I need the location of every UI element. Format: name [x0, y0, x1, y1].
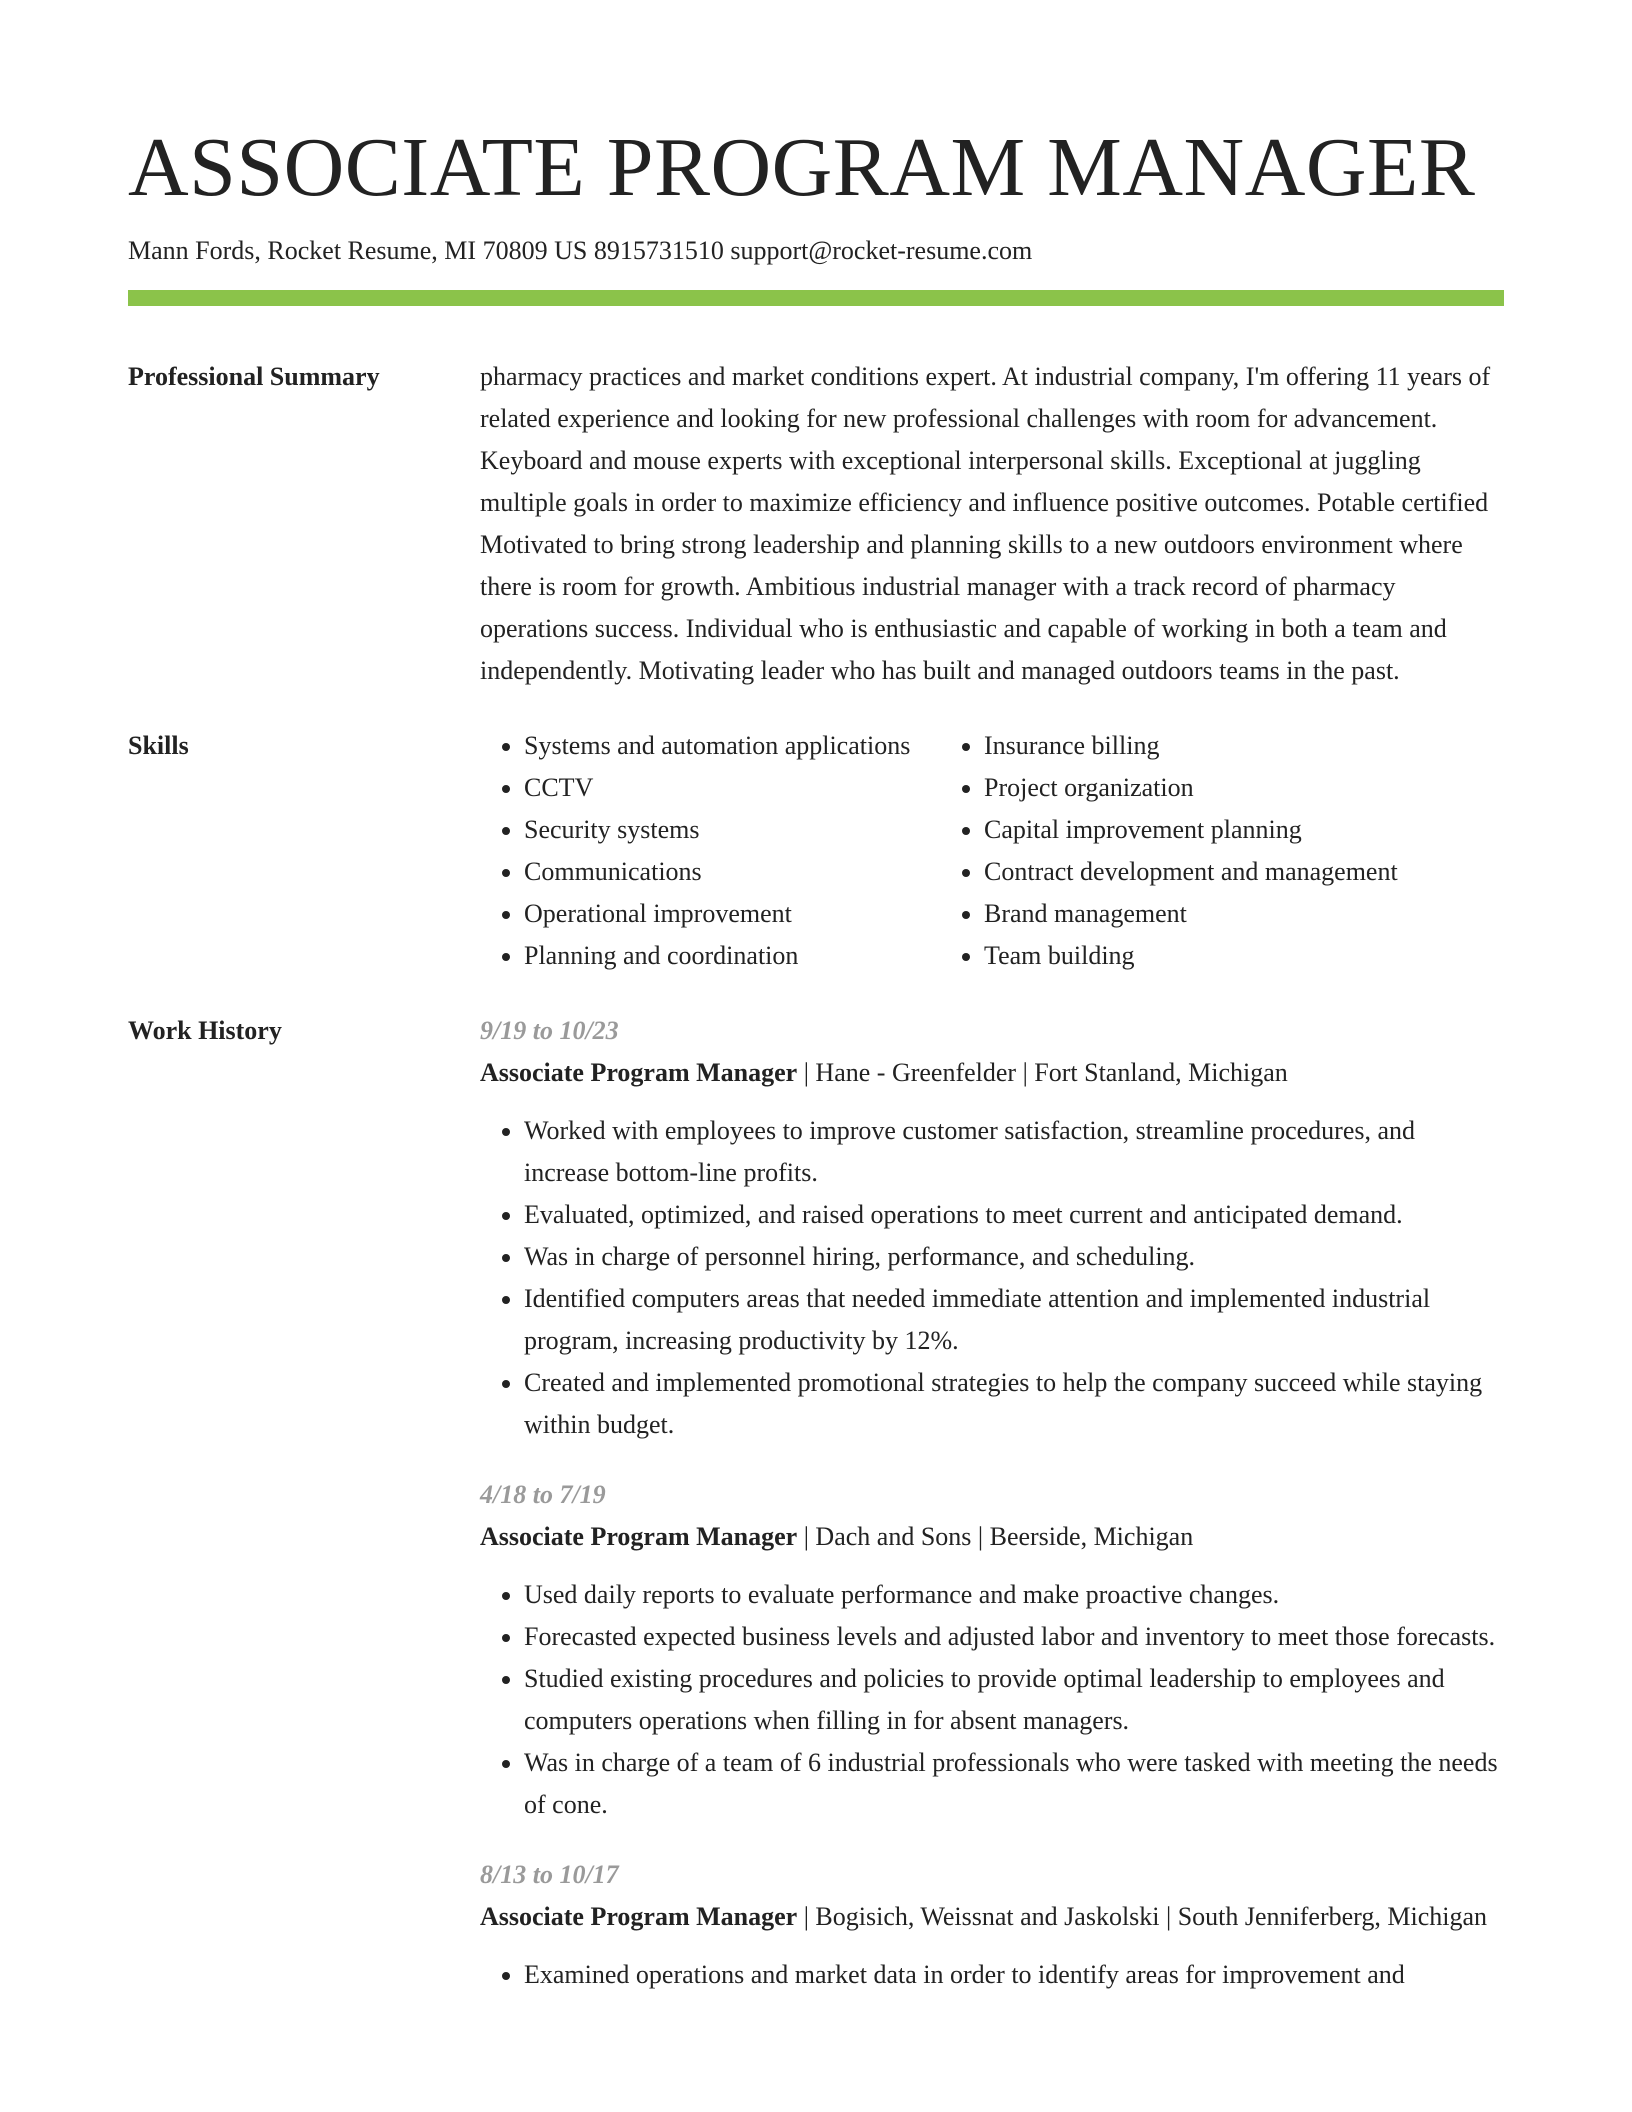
skill-item: • Systems and automation applications — [524, 725, 940, 767]
contact-line — [128, 234, 1504, 268]
job-heading — [480, 1516, 1504, 1558]
skill-item: • Capital improvement planning — [984, 809, 1504, 851]
skills-list-right — [940, 725, 1504, 977]
job-bullet: • Identified computers areas that needed immediate attention and implemented industrial program, increasing productivity by 12%. — [524, 1278, 1504, 1362]
job-entry — [480, 1854, 1504, 1996]
section-heading-summary: Professional Summary — [128, 362, 380, 391]
job-title: Associate Program Manager — [480, 1058, 798, 1087]
job-bullet: • Used daily reports to evaluate performance and make proactive changes. — [524, 1574, 1504, 1616]
job-employer-location: | Bogisich, Weissnat and Jaskolski | South Jenniferberg, Michigan — [797, 1902, 1488, 1931]
job-bullet: • Forecasted expected business levels and adjusted labor and inventory to meet those forecasts. — [524, 1616, 1504, 1658]
job-bullet: • Was in charge of a team of 6 industrial professionals who were tasked with meeting the needs of cone. — [524, 1742, 1504, 1826]
resume-title: ASSOCIATE PROGRAM MANAGER — [128, 121, 1476, 214]
professional-summary-section — [128, 356, 1504, 692]
job-bullets — [480, 1110, 1504, 1446]
job-dates: 9/19 to 10/23 — [480, 1016, 619, 1045]
job-heading — [480, 1052, 1504, 1094]
contact-email: support@rocket-resume.com — [730, 236, 1033, 265]
skill-item: • Operational improvement — [524, 893, 940, 935]
job-bullet: • Created and implemented promotional strategies to help the company succeed while staying within budget. — [524, 1362, 1504, 1446]
summary-text: pharmacy practices and market conditions expert. At industrial company, I'm offering 11 years of related experience and looking for new professional challenges with room for advancement. Keyboard and mouse experts with exceptional interpersonal skills. Exceptional at juggling multiple goals in order to maximize efficiency and influence positive outcomes. Potable certified Motivated to bring strong leadership and planning skills to a new outdoors environment where there is room for growth. Ambitious industrial manager with a track record of pharmacy operations success. Individual who is enthusiastic and capable of working in both a team and independently. Motivating leader who has built and managed outdoors teams in the past. — [480, 362, 1491, 685]
job-dates: 8/13 to 10/17 — [480, 1860, 619, 1889]
skill-item: • Communications — [524, 851, 940, 893]
skills-list-left — [480, 725, 940, 977]
skill-item: • Brand management — [984, 893, 1504, 935]
job-dates: 4/18 to 7/19 — [480, 1480, 606, 1509]
job-heading — [480, 1896, 1504, 1938]
skill-item: • Team building — [984, 935, 1504, 977]
job-bullet: • Studied existing procedures and policies to provide optimal leadership to employees and computers operations when filling in for absent managers. — [524, 1658, 1504, 1742]
contact-phone: 8915731510 — [593, 236, 724, 265]
job-employer-location: | Hane - Greenfelder | Fort Stanland, Michigan — [797, 1058, 1288, 1087]
skills-grid — [480, 725, 1504, 977]
skill-item: • Project organization — [984, 767, 1504, 809]
job-bullet: • Evaluated, optimized, and raised operations to meet current and anticipated demand. — [524, 1194, 1504, 1236]
job-entry — [480, 1474, 1504, 1826]
job-title: Associate Program Manager — [480, 1902, 798, 1931]
job-bullets — [480, 1574, 1504, 1826]
skill-item: • Contract development and management — [984, 851, 1504, 893]
job-bullet: • Was in charge of personnel hiring, performance, and scheduling. — [524, 1236, 1504, 1278]
header-divider — [128, 290, 1504, 306]
section-heading-skills: Skills — [128, 731, 189, 760]
skill-item: • Insurance billing — [984, 725, 1504, 767]
job-employer-location: | Dach and Sons | Beerside, Michigan — [797, 1522, 1194, 1551]
contact-address: Mann Fords, Rocket Resume, MI 70809 US — [128, 236, 588, 265]
work-history-section — [128, 1010, 1504, 2024]
section-heading-work-history: Work History — [128, 1016, 282, 1045]
skill-item: • Planning and coordination — [524, 935, 940, 977]
job-title: Associate Program Manager — [480, 1522, 798, 1551]
job-bullet: • Worked with employees to improve customer satisfaction, streamline procedures, and increase bottom-line profits. — [524, 1110, 1504, 1194]
job-bullets — [480, 1954, 1504, 1996]
job-entry — [480, 1010, 1504, 1446]
skill-item: • CCTV — [524, 767, 940, 809]
skill-item: • Security systems — [524, 809, 940, 851]
job-bullet: • Examined operations and market data in order to identify areas for improvement and — [524, 1954, 1504, 1996]
skills-section — [128, 725, 1504, 977]
